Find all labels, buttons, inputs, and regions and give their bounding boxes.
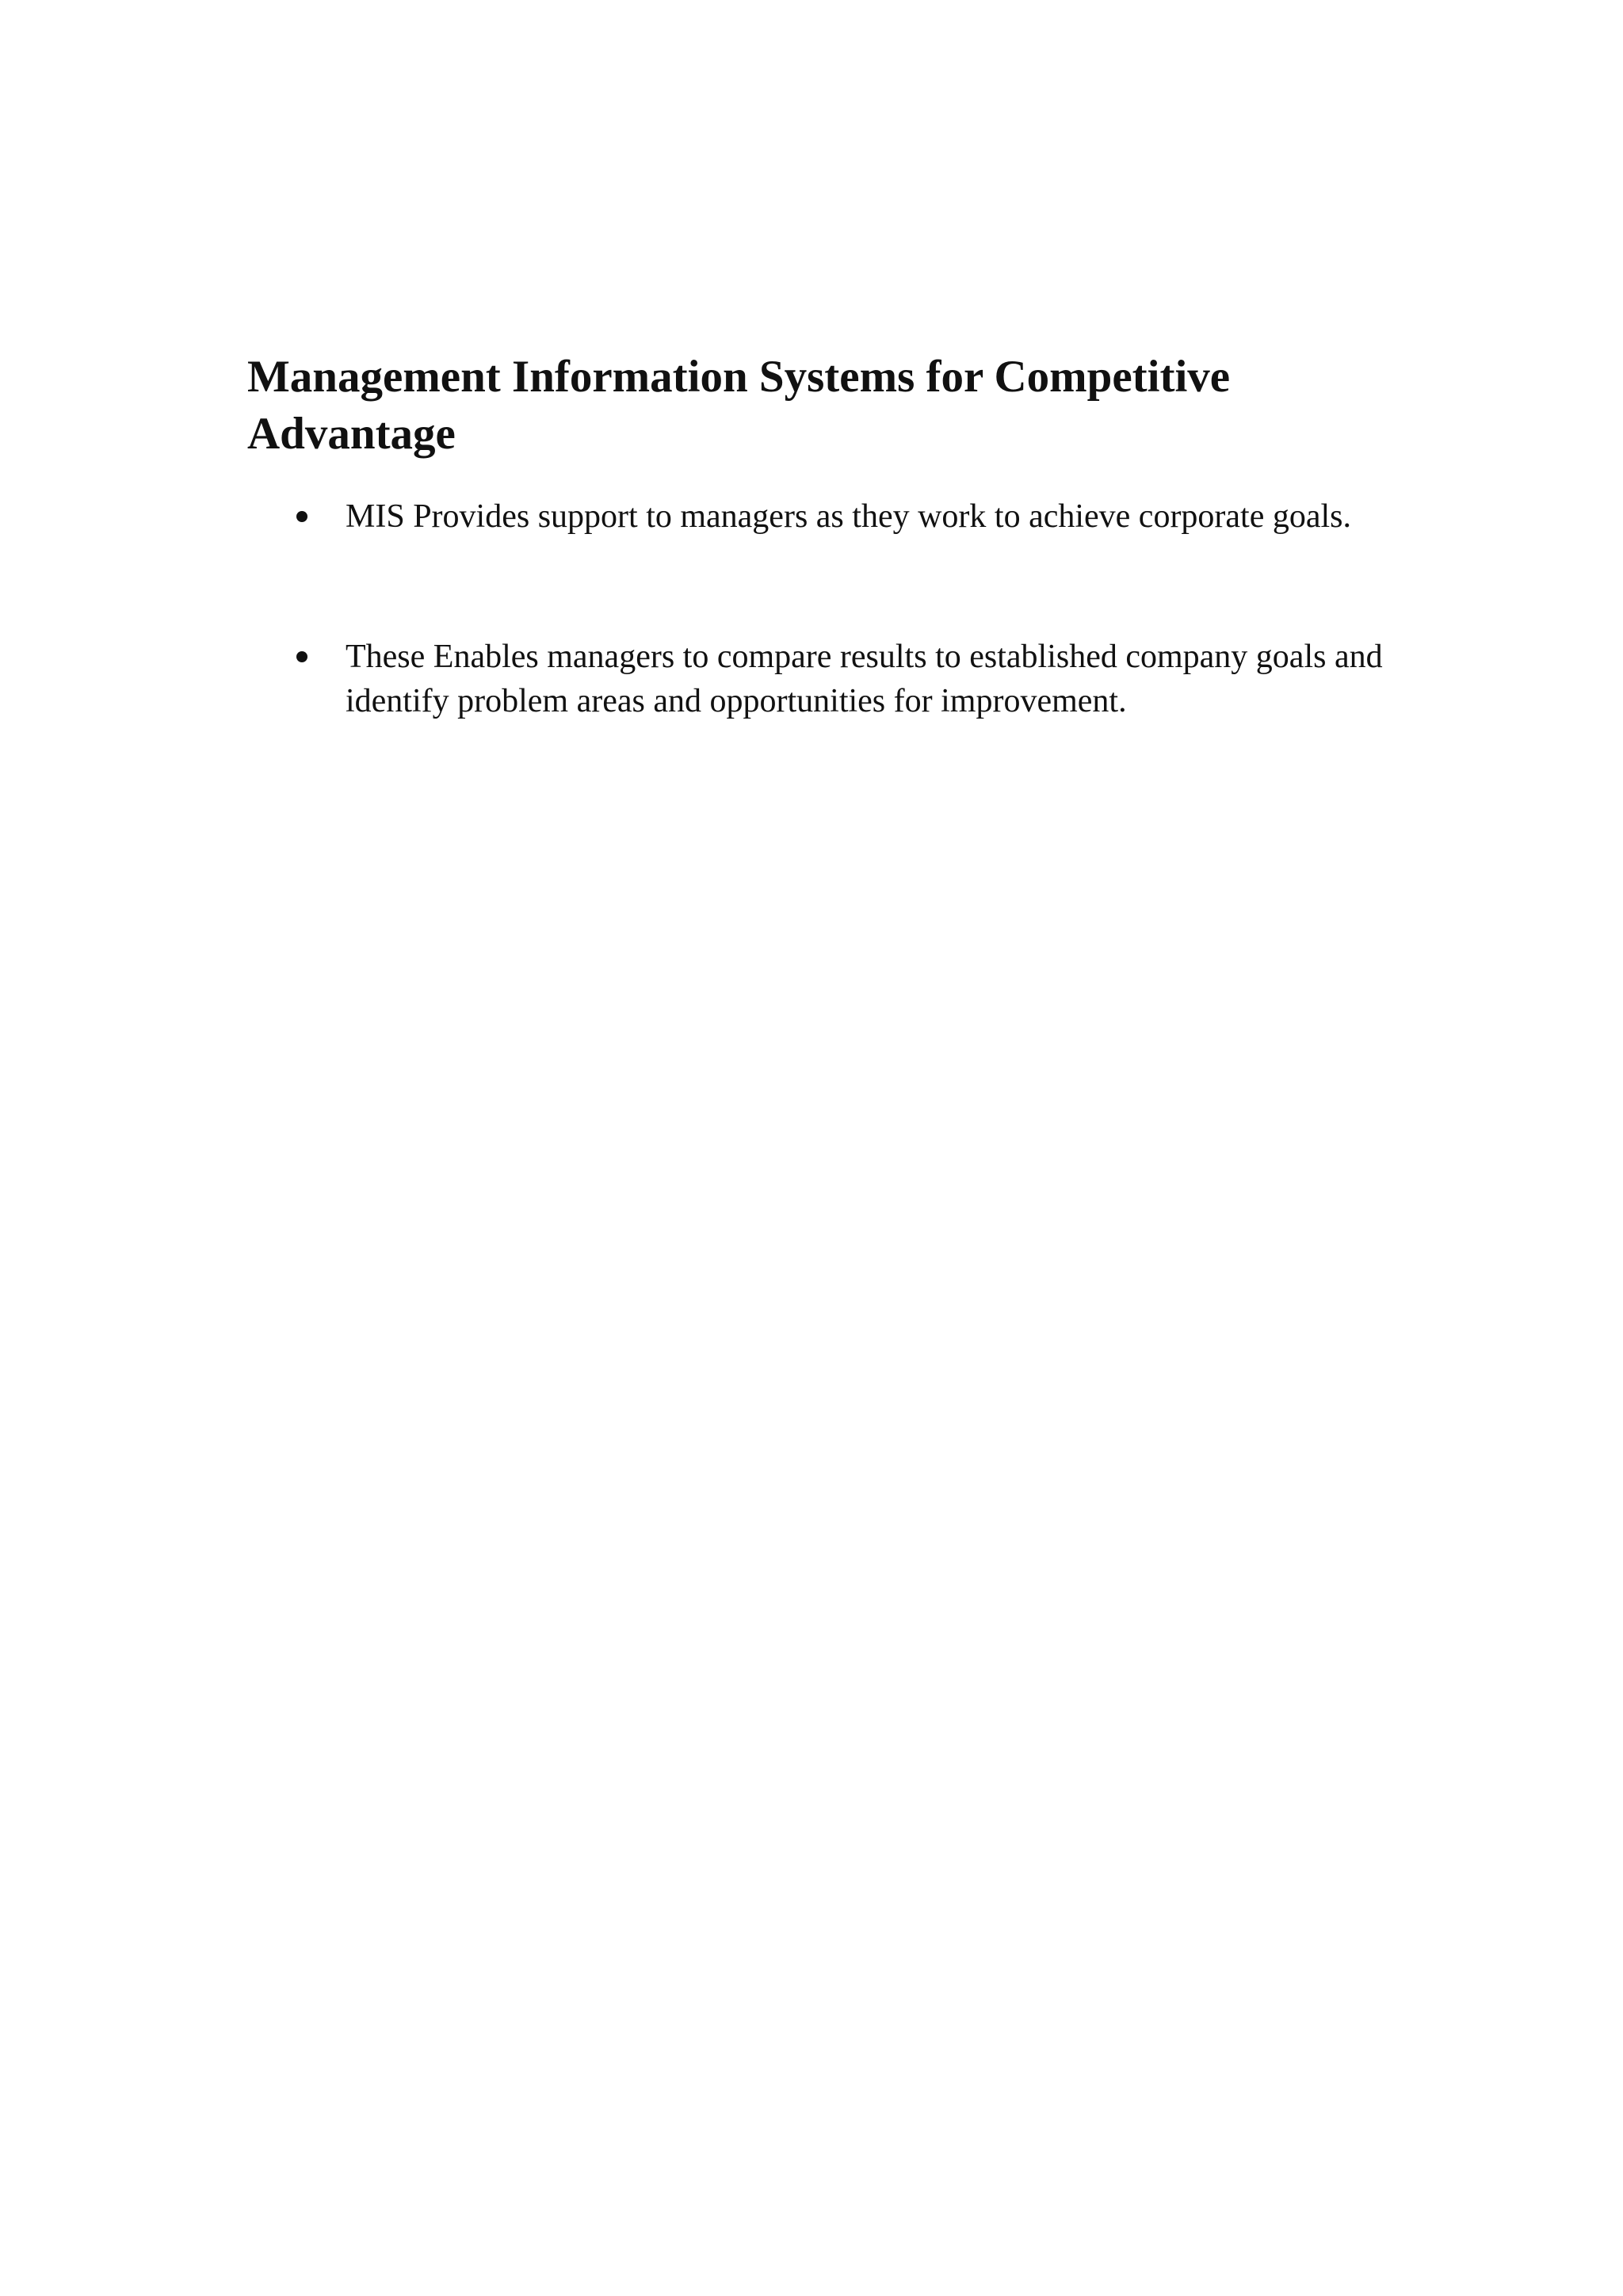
bullet-icon bbox=[296, 651, 307, 662]
page-content bbox=[247, 349, 1388, 723]
bullet-icon bbox=[296, 511, 307, 522]
bullet-list bbox=[247, 494, 1388, 723]
bullet-text: MIS Provides support to managers as they work to achieve corporate goals. bbox=[346, 498, 1352, 535]
page-title: Management Information Systems for Competitive Advantage bbox=[247, 352, 1231, 459]
bullet-item bbox=[247, 494, 1388, 539]
bullet-text: These Enables managers to compare results to established company goals and identify problem areas and opportunities for improvement. bbox=[346, 639, 1383, 719]
bullet-item bbox=[247, 635, 1388, 723]
